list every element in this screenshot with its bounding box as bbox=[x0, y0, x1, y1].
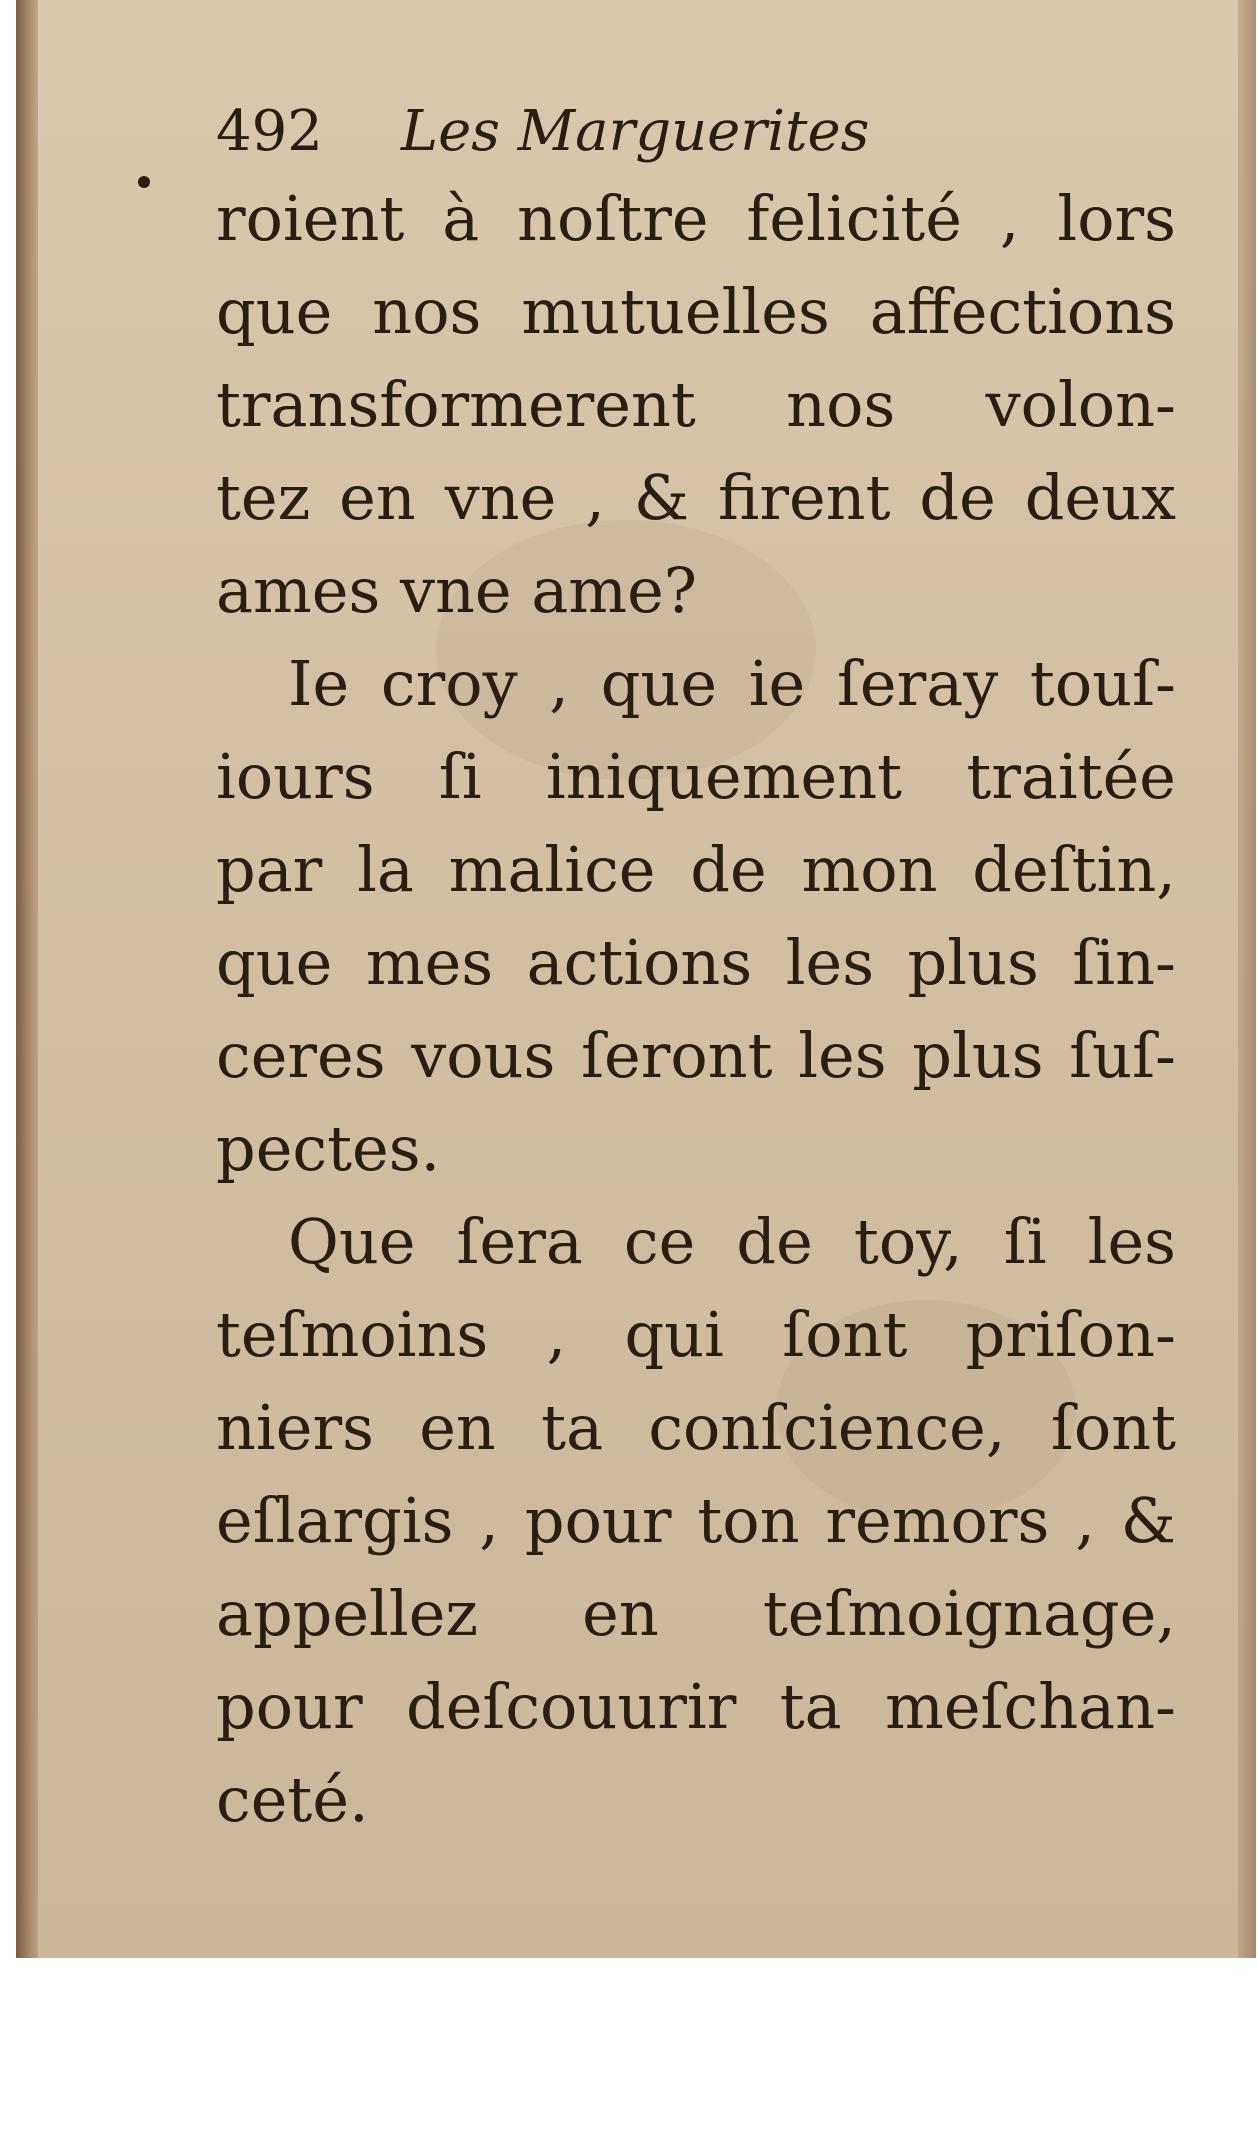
ink-dot bbox=[138, 176, 150, 188]
text-line: niers en ta conſcience, ſont bbox=[216, 1391, 1176, 1464]
book-page bbox=[16, 0, 1256, 1958]
page-text bbox=[216, 92, 1176, 1846]
page-number: 492 bbox=[216, 99, 323, 164]
text-line: eſlargis , pour ton remors , & bbox=[216, 1484, 1176, 1557]
text-line: teſmoins , qui ſont priſon- bbox=[216, 1298, 1176, 1371]
text-line: roient à noſtre felicité , lors bbox=[216, 182, 1176, 255]
text-line: ceres vous ſeront les plus ſuſ- bbox=[216, 1019, 1176, 1092]
running-title: Les Marguerites bbox=[400, 99, 870, 164]
running-header bbox=[216, 92, 1176, 172]
text-line: que mes actions les plus ſin- bbox=[216, 926, 1176, 999]
text-line: pour deſcouurir ta meſchan- bbox=[216, 1670, 1176, 1743]
text-line: ames vne ame? bbox=[216, 554, 698, 627]
text-line: ceté. bbox=[216, 1763, 369, 1836]
text-line: transformerent nos volon- bbox=[216, 368, 1176, 441]
text-line: Ie croy , que ie ſeray touſ- bbox=[288, 647, 1176, 720]
text-line: iours ſi iniquement traitée bbox=[216, 740, 1176, 813]
page-binding-edge bbox=[16, 0, 38, 1958]
text-line: appellez en teſmoignage, bbox=[216, 1577, 1176, 1650]
text-line: Que ſera ce de toy, ſi les bbox=[288, 1205, 1176, 1278]
text-line: par la malice de mon deſtin, bbox=[216, 833, 1176, 906]
text-line: pectes. bbox=[216, 1112, 441, 1185]
text-line: que nos mutuelles affections bbox=[216, 275, 1176, 348]
page-outer-edge bbox=[1238, 0, 1256, 1958]
text-line: tez en vne , & firent de deux bbox=[216, 461, 1176, 534]
